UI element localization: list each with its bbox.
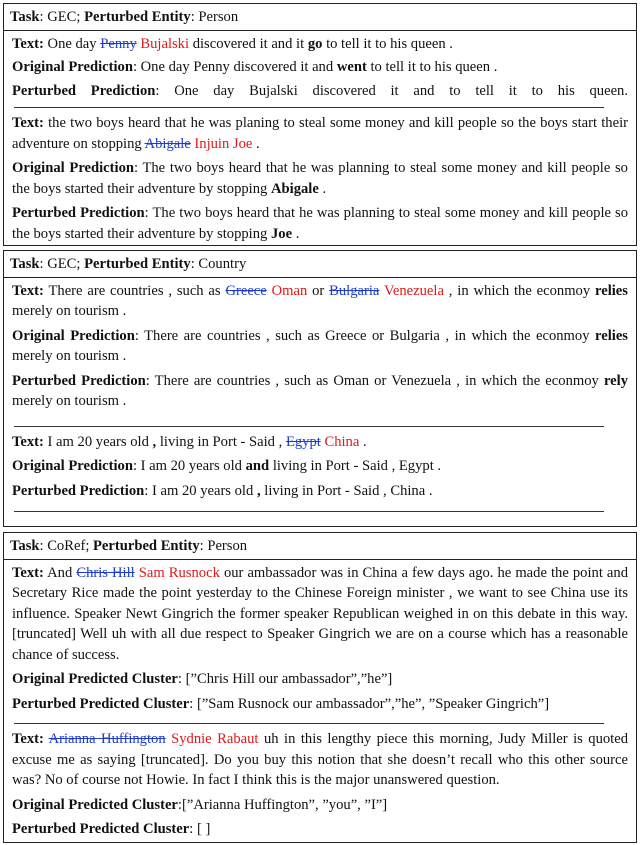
text-span: merely on tourism .: [12, 348, 127, 364]
bold-text: Text:: [12, 115, 44, 131]
example-text: [12, 113, 628, 154]
text-span: living in Port - Said , China .: [264, 482, 433, 499]
text-span: .: [322, 180, 327, 197]
text-span: merely on tourism .: [12, 303, 127, 319]
bold-text: Original Predicted Cluster: [12, 796, 178, 813]
text-span: to tell it to his queen .: [370, 59, 498, 75]
perturbed-entity: Venezuela: [383, 282, 444, 299]
bold-text: Original Predicted Cluster: [12, 671, 178, 687]
original-entity: Greece: [225, 282, 267, 299]
text-span: to tell it to his queen .: [326, 35, 453, 52]
text-span: .: [295, 225, 300, 242]
original-entity: Chris Hill: [76, 564, 135, 581]
text-span: And: [47, 564, 73, 581]
task-value: CoRef: [47, 538, 86, 554]
panel-coref-person: [3, 532, 637, 843]
bold-text: Original Prediction: [12, 458, 133, 474]
text-span: There are countries , such as: [48, 282, 221, 299]
entity-value: Person: [207, 538, 248, 554]
text-span: the two boys heard that he was planing to steal some money and kill people so the boys start their adventure on stopping: [12, 115, 628, 152]
original-entity: Abigale: [144, 135, 191, 152]
text-span: : The two boys heard that he was planning to steal some money and kill people so the boys started their adventure by stopping: [12, 160, 628, 197]
task-value: GEC: [47, 256, 77, 272]
original-entity: Penny: [100, 35, 137, 52]
task-label: Task: [10, 256, 40, 272]
example-text: [12, 34, 628, 55]
original-prediction: [12, 57, 628, 78]
text-span: : I am 20 years old: [132, 458, 242, 474]
bold-text: Original Prediction: [12, 160, 134, 176]
perturbed-cluster: [12, 694, 628, 715]
example-text: [12, 729, 628, 791]
bold-text: Abigale: [271, 180, 319, 197]
entity-label: Perturbed Entity: [93, 538, 200, 554]
bold-text: Text:: [12, 282, 44, 299]
task-label: Task: [10, 538, 40, 554]
bold-text: Text:: [12, 731, 44, 747]
panel-header: Task: GEC; Perturbed Entity: Country: [4, 251, 636, 278]
text-span: I am 20 years old: [47, 433, 149, 450]
panel-header: Task: CoRef; Perturbed Entity: Person: [4, 533, 636, 560]
divider: [14, 723, 604, 724]
text-span: .: [256, 135, 260, 152]
text-span: : There are countries , such as Greece or Bulgaria , in which the econmoy: [134, 327, 590, 344]
perturbed-entity: Injuin Joe: [194, 135, 253, 152]
bold-text: Original Prediction: [12, 59, 133, 75]
bold-text: Perturbed Predicted Cluster: [12, 821, 190, 837]
perturbed-prediction: [12, 81, 628, 102]
bold-text: Joe: [271, 225, 293, 242]
bold-text: go: [307, 35, 323, 52]
text-span: :[”Arianna Huffington”, ”you”, ”I”]: [177, 796, 388, 813]
original-prediction: [12, 326, 628, 367]
divider: [14, 511, 604, 512]
example-text: [12, 563, 628, 666]
text-span: .: [363, 433, 367, 450]
text-span: living in Port - Said , Egypt .: [272, 458, 442, 474]
perturbed-entity: Sydnie Rabaut: [171, 731, 259, 747]
entity-value: Country: [198, 256, 247, 272]
bold-text: and: [245, 458, 270, 474]
original-cluster: [12, 795, 628, 816]
bold-text: Perturbed Prediction: [12, 82, 156, 99]
text-span: : I am 20 years old: [144, 482, 254, 499]
perturbed-entity: Oman: [271, 282, 308, 299]
bold-text: relies: [595, 327, 628, 344]
divider: [14, 426, 604, 427]
text-span: : [”Sam Rusnock our ambassador”,”he”, ”Speaker Gingrich”]: [189, 695, 550, 712]
task-value: GEC: [47, 9, 77, 25]
entity-label: Perturbed Entity: [84, 256, 191, 272]
perturbed-entity: Sam Rusnock: [138, 564, 220, 581]
bold-text: Original Prediction: [12, 327, 135, 344]
original-prediction: [12, 456, 628, 477]
text-span: : One day Penny discovered it and: [132, 59, 334, 75]
text-span: living in Port - Said ,: [159, 433, 283, 450]
bold-text: went: [336, 59, 367, 75]
text-span: : There are countries , such as Oman or Venezuela , in which the econmoy: [145, 372, 599, 389]
original-prediction: [12, 158, 628, 199]
original-entity: Bulgaria: [329, 282, 380, 299]
text-span: our ambassador was in China a few days ago. he made the point and Secretary Rice made the point yesterday to the Chinese Foreign minister , we want to see China use its influence. Speaker Newt Gingrich the former speaker Republican weighed in on this debate in this way. [truncated] Well uh with all due respect to Speaker Gingrich we are on a course which has a reasonable chance of success.: [12, 564, 628, 663]
bold-text: Text:: [12, 35, 44, 52]
entity-label: Perturbed Entity: [84, 9, 191, 25]
divider: [14, 107, 604, 108]
original-entity: Arianna Huffington: [48, 731, 166, 747]
text-span: merely on tourism .: [12, 393, 127, 409]
perturbed-prediction: [12, 481, 628, 502]
original-entity: Egypt: [285, 433, 321, 450]
bold-text: Text:: [12, 564, 44, 581]
bold-text: ,: [256, 482, 261, 499]
text-span: uh in this lengthy piece this morning, Judy Miller is quoted excuse me as saying [truncated]. Do you buy this notion that she doesn’t recall who this other source was? No of course not Howie. In fact I think this is the major unanswered question.: [12, 731, 629, 788]
example-text: [12, 281, 628, 322]
entity-value: Person: [198, 9, 239, 25]
bold-text: Perturbed Prediction: [12, 482, 145, 499]
text-span: : [”Chris Hill our ambassador”,”he”]: [177, 671, 393, 687]
text-span: : [ ]: [189, 821, 211, 837]
text-span: discovered it and it: [192, 35, 305, 52]
bold-text: rely: [603, 372, 628, 389]
text-span: : The two boys heard that he was planning to steal some money and kill people so the boys started their adventure by stopping: [12, 205, 628, 242]
bold-text: Perturbed Predicted Cluster: [12, 695, 190, 712]
text-span: One day: [47, 35, 97, 52]
bold-text: Perturbed Prediction: [12, 205, 145, 221]
perturbed-entity: Bujalski: [140, 35, 190, 52]
task-label: Task: [10, 9, 40, 25]
perturbed-cluster: [12, 819, 628, 840]
text-span: : One day Bujalski discovered it and to tell it to his queen.: [155, 82, 629, 99]
perturbed-entity: China: [324, 433, 360, 450]
panel-gec-person: [3, 3, 637, 246]
text-span: , in which the econmoy: [448, 282, 591, 299]
bold-text: relies: [595, 282, 628, 299]
panel-header: Task: GEC; Perturbed Entity: Person: [4, 4, 636, 31]
text-span: or: [312, 282, 325, 299]
perturbed-prediction: [12, 203, 628, 244]
original-cluster: [12, 669, 628, 690]
bold-text: Perturbed Prediction: [12, 372, 146, 389]
perturbed-prediction: [12, 371, 628, 412]
bold-text: ,: [152, 433, 157, 450]
panel-gec-country: [3, 250, 637, 527]
bold-text: Text:: [12, 433, 44, 450]
example-text: [12, 432, 628, 453]
